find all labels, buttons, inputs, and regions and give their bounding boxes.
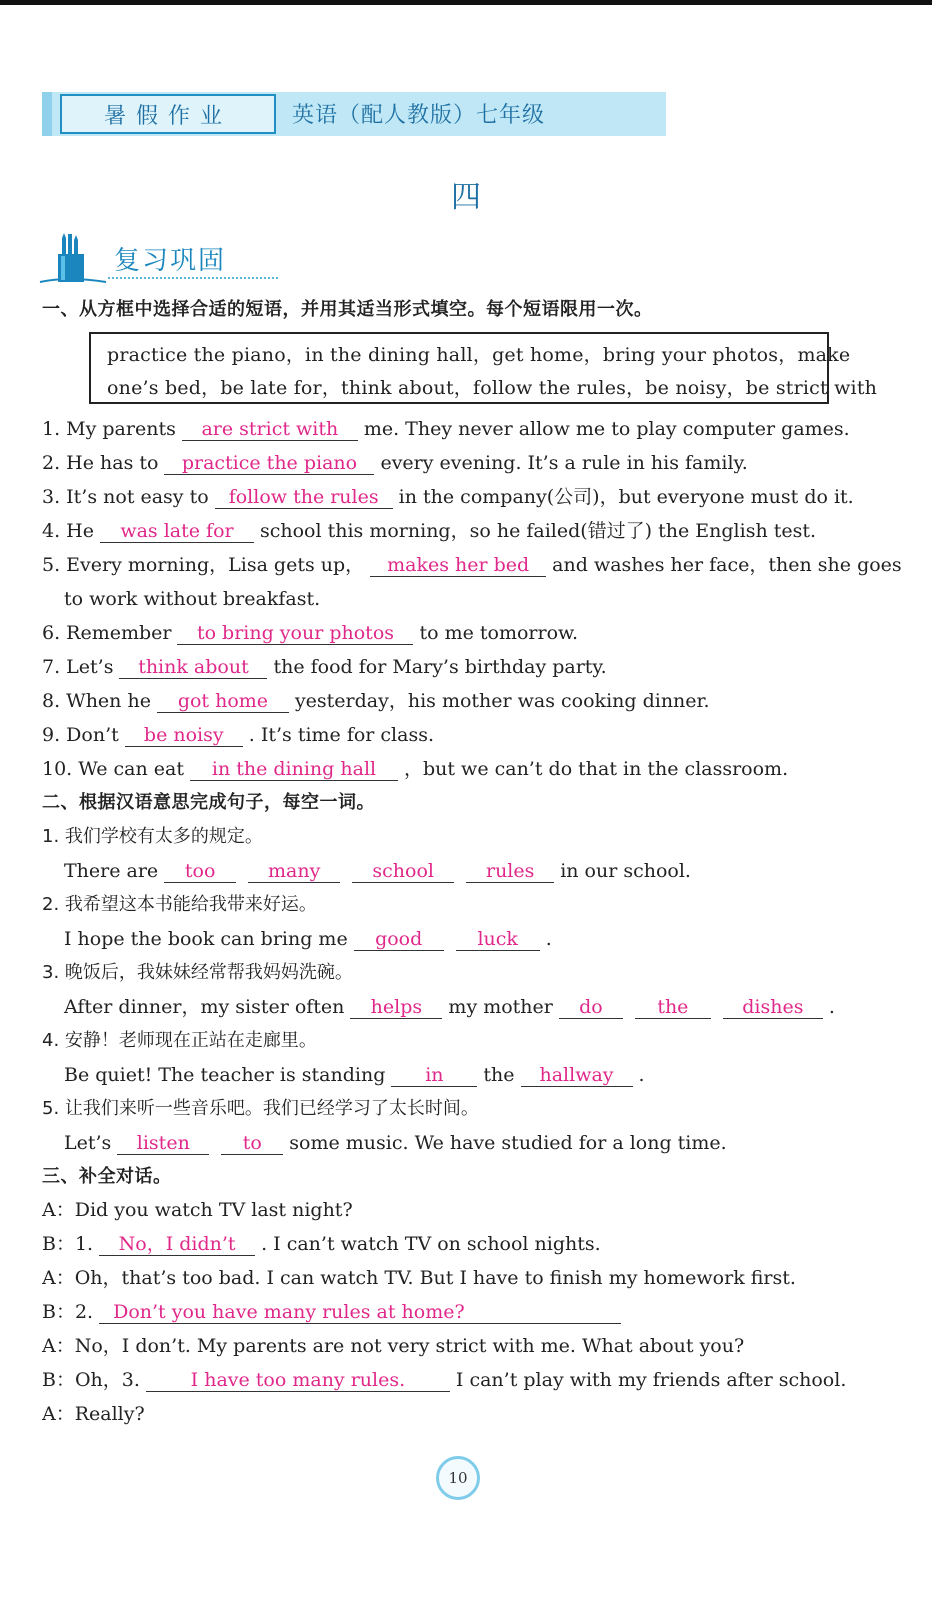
answer-blank: Don’t you have many rules at home? xyxy=(99,1301,621,1324)
answer-blank: school xyxy=(352,860,454,883)
answer-blank: dishes xyxy=(723,996,823,1019)
review-title: 复习巩固 xyxy=(114,246,227,276)
question-1: 1. My parents are strict with me. They never allow me to play computer games. xyxy=(42,418,850,440)
translation-answer-4: Be quiet! The teacher is standing in the hallway . xyxy=(64,1064,645,1086)
dialogue-line-7: A：Really? xyxy=(42,1403,145,1425)
answer-blank: think about xyxy=(119,656,267,679)
phrase-box-line2: one’s bed，be late for，think about，follow the rules，be noisy，be strict with xyxy=(107,377,878,399)
question-7: 7. Let’s think about the food for Mary’s birthday party. xyxy=(42,656,607,678)
answer-blank: the xyxy=(635,996,711,1019)
section3-title: 三、补全对话。 xyxy=(42,1166,172,1187)
answer-blank: listen xyxy=(117,1132,209,1155)
pencil-cup-icon xyxy=(38,232,108,288)
answer-blank: in xyxy=(391,1064,477,1087)
answer-blank: be noisy xyxy=(125,724,243,747)
review-heading xyxy=(38,232,278,288)
answer-blank: luck xyxy=(456,928,540,951)
answer-blank: to xyxy=(221,1132,283,1155)
phrase-box xyxy=(89,332,878,404)
translation-answer-3: After dinner，my sister often helps my mother do the dishes . xyxy=(64,996,835,1018)
question-6: 6. Remember to bring your photos to me tomorrow. xyxy=(42,622,579,644)
answer-blank: I have too many rules. xyxy=(146,1369,450,1392)
answer-blank: too xyxy=(164,860,236,883)
translation-prompt-2: 2. 我希望这本书能给我带来好运。 xyxy=(42,894,317,915)
answer-blank: follow the rules xyxy=(215,486,393,509)
dialogue-line-5: A：No，I don’t. My parents are not very strict with me. What about you? xyxy=(42,1335,745,1357)
translation-answer-5: Let’s listen to some music. We have studied for a long time. xyxy=(64,1132,727,1154)
answer-blank: do xyxy=(559,996,623,1019)
translation-answer-1: There are too many school rules in our school. xyxy=(64,860,691,882)
question-4: 4. He was late for school this morning，so he failed(错过了) the English test. xyxy=(42,520,817,542)
dialogue-line-4: B：2. Don’t you have many rules at home? xyxy=(42,1300,627,1324)
translation-prompt-3: 3. 晚饭后，我妹妹经常帮我妈妈洗碗。 xyxy=(42,962,353,983)
section1-title: 一、从方框中选择合适的短语，并用其适当形式填空。每个短语限用一次。 xyxy=(42,299,653,320)
translation-prompt-1: 1. 我们学校有太多的规定。 xyxy=(42,826,263,847)
answer-blank: to bring your photos xyxy=(177,622,413,645)
translation-answer-2: I hope the book can bring me good luck . xyxy=(64,928,552,950)
answer-blank: was late for xyxy=(100,520,254,543)
question-2: 2. He has to practice the piano every evening. It’s a rule in his family. xyxy=(42,452,748,474)
banner-edge xyxy=(42,92,52,136)
answer-blank: are strict with xyxy=(182,418,358,441)
answer-blank: rules xyxy=(466,860,554,883)
answer-blank: many xyxy=(248,860,340,883)
dialogue-line-2: B：1. No，I didn’t . I can’t watch TV on school nights. xyxy=(42,1233,601,1255)
dialogue-line-1: A：Did you watch TV last night? xyxy=(42,1199,353,1221)
answer-blank: good xyxy=(354,928,444,951)
top-border xyxy=(0,0,932,5)
phrase-box-line1: practice the piano，in the dining hall，get home，bring your photos，make xyxy=(107,344,851,366)
dialogue-line-3: A：Oh，that’s too bad. I can watch TV. But I have to finish my homework first. xyxy=(42,1267,796,1289)
translation-prompt-5: 5. 让我们来听一些音乐吧。我们已经学习了太长时间。 xyxy=(42,1098,479,1119)
question-3: 3. It’s not easy to follow the rules in the company(公司)，but everyone must do it. xyxy=(42,486,854,508)
translation-prompt-4: 4. 安静！老师现在正站在走廊里。 xyxy=(42,1030,317,1051)
question-9: 9. Don’t be noisy . It’s time for class. xyxy=(42,724,435,746)
header-banner xyxy=(42,92,666,136)
answer-blank: makes her bed xyxy=(370,554,546,577)
answer-blank: practice the piano xyxy=(164,452,374,475)
answer-blank: in the dining hall xyxy=(190,758,398,781)
question-10: 10. We can eat in the dining hall ，but we can’t do that in the classroom. xyxy=(42,758,789,780)
question-8: 8. When he got home yesterday，his mother was cooking dinner. xyxy=(42,690,710,712)
section2-title: 二、根据汉语意思完成句子，每空一词。 xyxy=(42,792,375,813)
question-5-continued: to work without breakfast. xyxy=(64,588,321,610)
question-5: 5. Every morning，Lisa gets up， makes her bed and washes her face，then she goes xyxy=(42,554,902,576)
review-underline xyxy=(108,277,278,279)
answer-blank: got home xyxy=(157,690,289,713)
dialogue-line-6: B：Oh，3. I have too many rules. I can’t play with my friends after school. xyxy=(42,1369,847,1391)
answer-blank: helps xyxy=(350,996,442,1019)
subject-title: 英语（配人教版）七年级 xyxy=(292,103,546,128)
book-title: 暑假作业 xyxy=(60,94,276,134)
answer-blank: No，I didn’t xyxy=(99,1233,255,1256)
unit-number: 四 xyxy=(451,180,481,215)
answer-blank: hallway xyxy=(521,1064,633,1087)
page-number: 10 xyxy=(436,1456,480,1500)
